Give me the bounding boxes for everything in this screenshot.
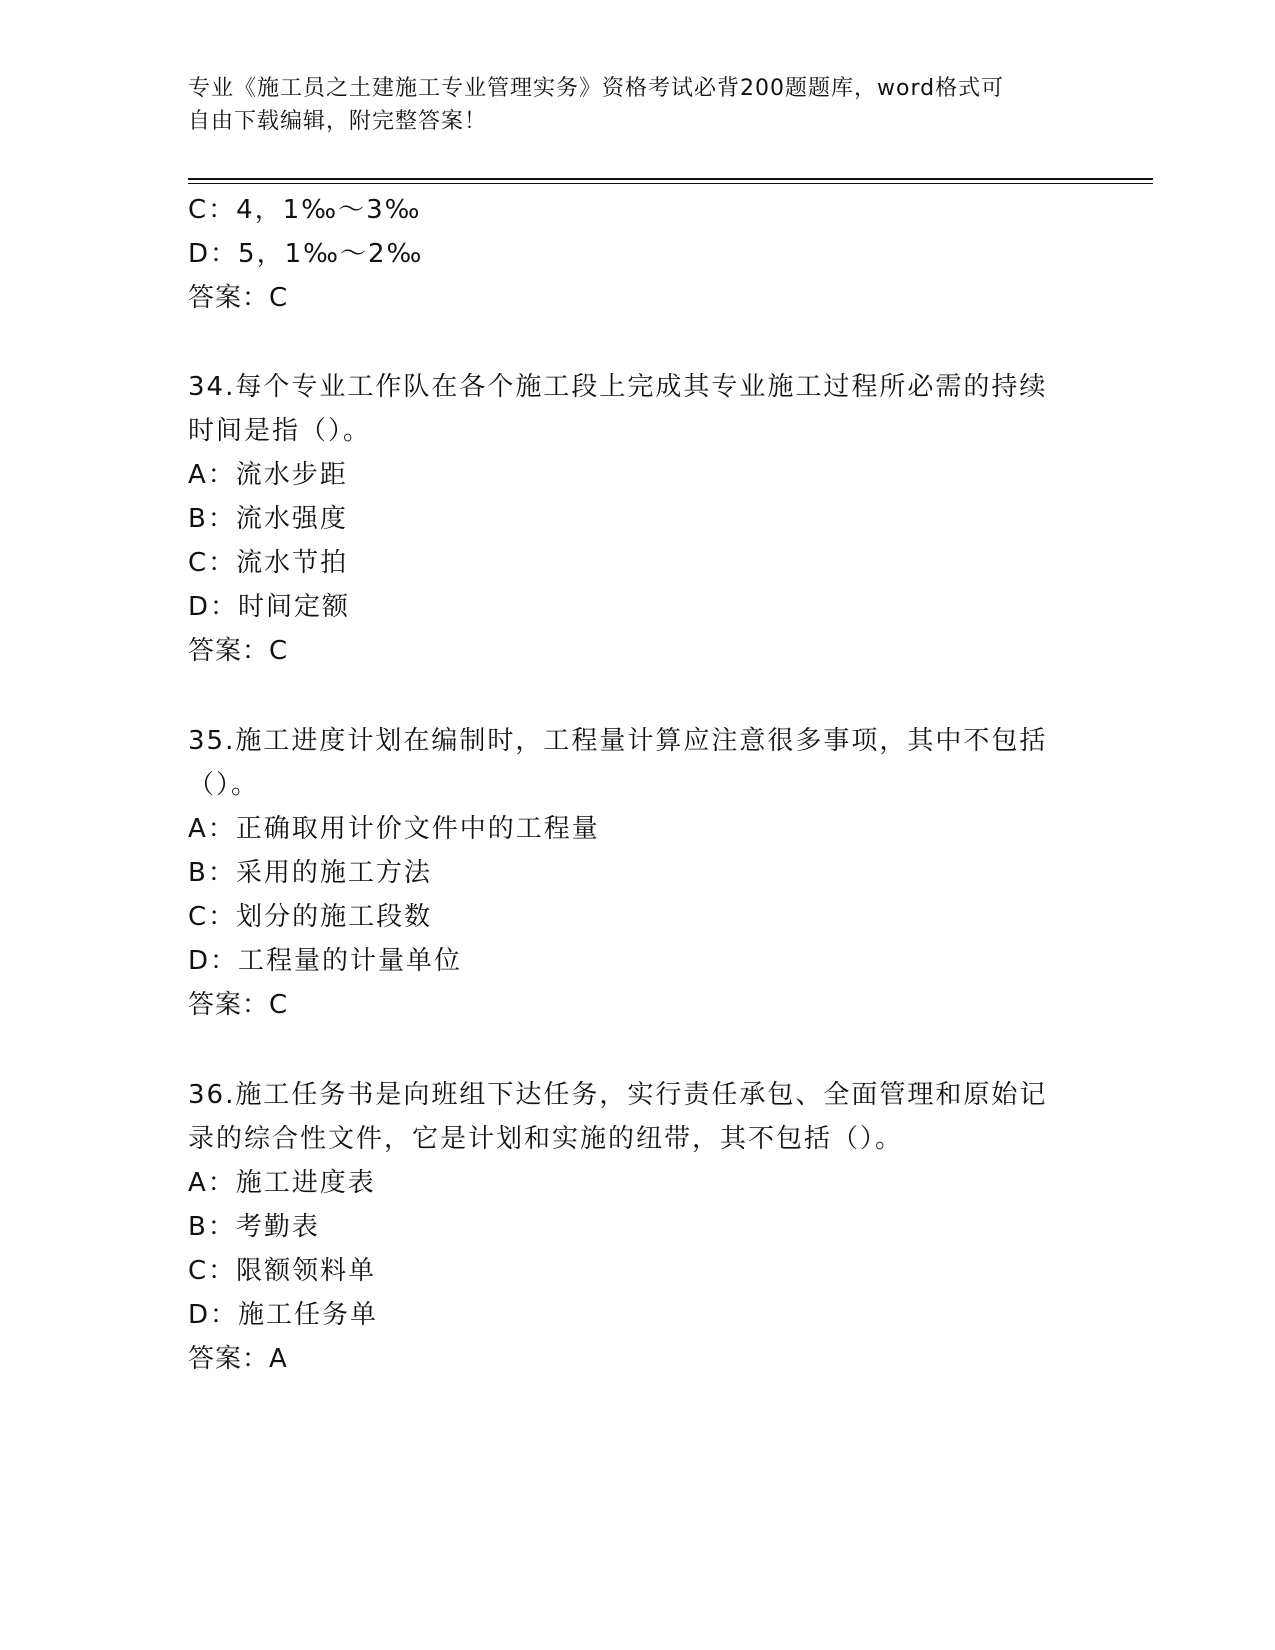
- q36-option-d: D：施工任务单: [188, 1300, 379, 1330]
- q33-option-c: C：4，1‰～3‰: [188, 195, 422, 225]
- q34-stem-line-1: 34.每个专业工作队在各个施工段上完成其专业施工过程所必需的持续: [188, 372, 1048, 402]
- q35-option-b: B：采用的施工方法: [188, 858, 432, 888]
- q33-option-d: D：5，1‰～2‰: [188, 239, 424, 269]
- q36-option-b: B：考勤表: [188, 1212, 320, 1242]
- q34-answer: 答案：C: [188, 636, 289, 666]
- header-title-line-2: 自由下载编辑，附完整答案！: [188, 109, 488, 134]
- q35-stem-line-2: （）。: [188, 770, 260, 800]
- q36-stem-line-2: 录的综合性文件，它是计划和实施的纽带，其不包括（）。: [188, 1124, 904, 1154]
- q35-option-c: C：划分的施工段数: [188, 902, 433, 932]
- q36-answer: 答案：A: [188, 1344, 288, 1374]
- q36-stem-line-1: 36.施工任务书是向班组下达任务，实行责任承包、全面管理和原始记: [188, 1080, 1048, 1110]
- q34-stem-line-2: 时间是指（）。: [188, 416, 372, 446]
- header-title-line-1: 专业《施工员之土建施工专业管理实务》资格考试必背200题题库，word格式可: [188, 76, 1005, 101]
- q34-option-c: C：流水节拍: [188, 548, 349, 578]
- q35-option-a: A：正确取用计价文件中的工程量: [188, 814, 600, 844]
- document-header: [188, 72, 1088, 138]
- q35-option-d: D：工程量的计量单位: [188, 946, 463, 976]
- q36-option-c: C：限额领料单: [188, 1256, 377, 1286]
- header-divider: [188, 178, 1153, 184]
- q36-option-a: A：施工进度表: [188, 1168, 376, 1198]
- q34-option-d: D：时间定额: [188, 592, 351, 622]
- q33-answer: 答案：C: [188, 283, 289, 313]
- q35-stem-line-1: 35.施工进度计划在编制时，工程量计算应注意很多事项，其中不包括: [188, 726, 1048, 756]
- q34-option-a: A：流水步距: [188, 460, 348, 490]
- q35-answer: 答案：C: [188, 990, 289, 1020]
- q34-option-b: B：流水强度: [188, 504, 348, 534]
